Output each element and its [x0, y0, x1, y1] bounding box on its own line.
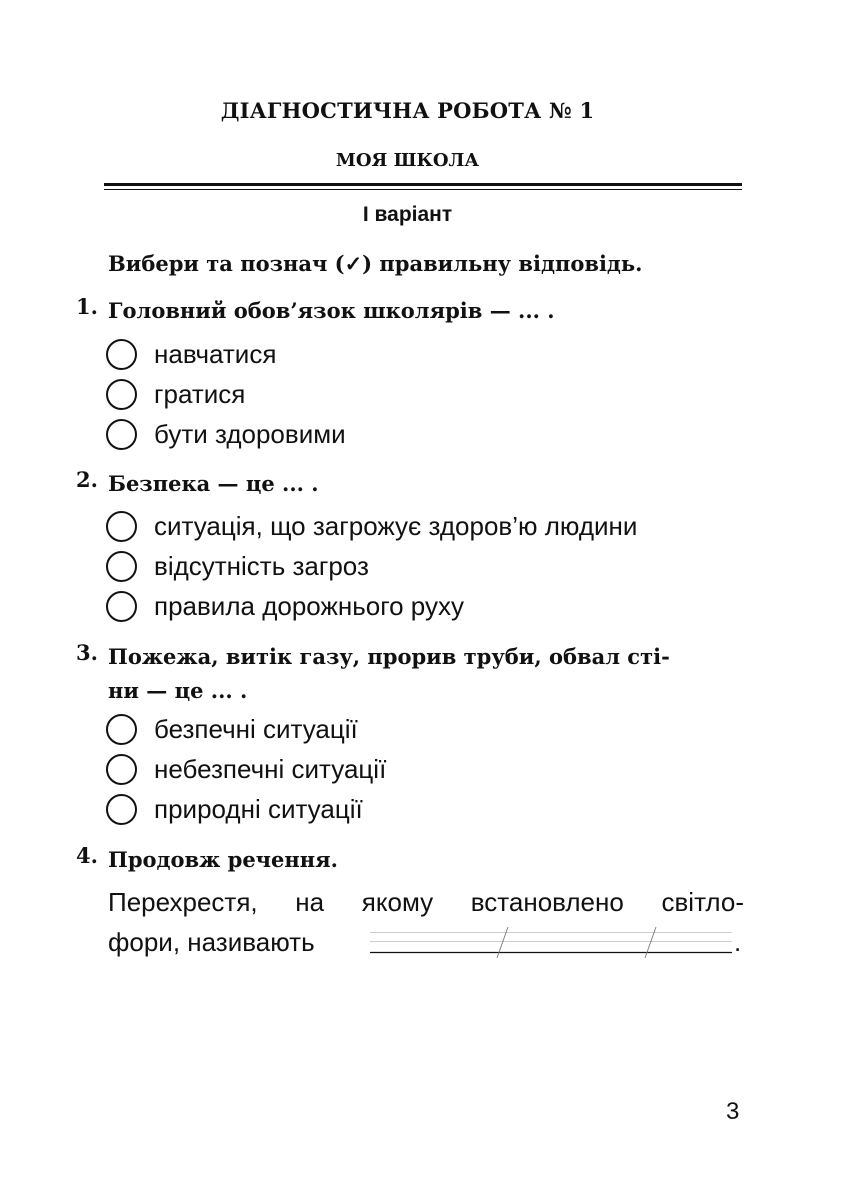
option-label: навчатися — [154, 338, 277, 369]
sentence-line-2 — [108, 922, 744, 962]
answer-circle-icon[interactable] — [106, 551, 137, 582]
instruction-text: Вибери та познач (✓) правильну відповідь. — [108, 251, 643, 276]
answer-circle-icon[interactable] — [106, 714, 137, 745]
sentence-lead: фори, називають — [108, 927, 315, 957]
answer-circle-icon[interactable] — [106, 419, 137, 450]
option-label: ситуація, що загрожує здоров’ю людини — [154, 510, 638, 541]
question-4-sentence — [108, 882, 744, 962]
question-3-number: 3. — [76, 640, 98, 665]
question-2-option-3[interactable] — [106, 588, 464, 624]
title-rule-thick — [104, 183, 742, 186]
option-label: безпечні ситуації — [154, 713, 358, 744]
option-label: правила дорожнього руху — [154, 590, 464, 621]
option-label: гратися — [154, 378, 246, 409]
question-1-number: 1. — [76, 294, 98, 319]
question-2-text: Безпека — це ... . — [108, 471, 319, 496]
question-3-text-line-1: Пожежа, витік газу, прорив труби, обвал сті- — [108, 644, 670, 669]
option-label: бути здоровими — [154, 418, 346, 449]
question-4-text: Продовж речення. — [108, 847, 338, 872]
question-2-option-1[interactable] — [106, 508, 637, 544]
title-rule-thin — [104, 189, 742, 190]
answer-circle-icon[interactable] — [106, 339, 137, 370]
question-1-option-1[interactable] — [106, 336, 276, 372]
answer-circle-icon[interactable] — [106, 794, 137, 825]
question-4-number: 4. — [76, 843, 98, 868]
question-2-option-2[interactable] — [106, 548, 369, 584]
question-3-option-3[interactable] — [106, 791, 363, 827]
variant-heading: І варіант — [362, 203, 453, 226]
question-1-option-3[interactable] — [106, 416, 346, 452]
sentence-line-1: Перехрестя, на якому встановлено світло- — [108, 887, 744, 917]
question-3-text-line-2: ни — це ... . — [108, 678, 248, 703]
answer-circle-icon[interactable] — [106, 379, 137, 410]
page-title: ДІАГНОСТИЧНА РОБОТА № 1 — [220, 98, 595, 123]
question-3-option-1[interactable] — [106, 711, 358, 747]
option-label: відсутність загроз — [154, 550, 369, 581]
option-label: природні ситуації — [154, 793, 363, 824]
sentence-period: . — [734, 927, 742, 957]
option-label: небезпечні ситуації — [154, 753, 387, 784]
question-2-number: 2. — [76, 467, 98, 492]
question-3-option-2[interactable] — [106, 751, 386, 787]
answer-circle-icon[interactable] — [106, 754, 137, 785]
answer-write-line[interactable] — [370, 922, 732, 962]
question-1-option-2[interactable] — [106, 376, 245, 412]
question-1-text: Головний обов’язок школярів — ... . — [108, 298, 555, 323]
answer-circle-icon[interactable] — [106, 511, 137, 542]
answer-circle-icon[interactable] — [106, 591, 137, 622]
page-number: 3 — [726, 1098, 740, 1125]
page-subtitle: МОЯ ШКОЛА — [335, 150, 480, 171]
